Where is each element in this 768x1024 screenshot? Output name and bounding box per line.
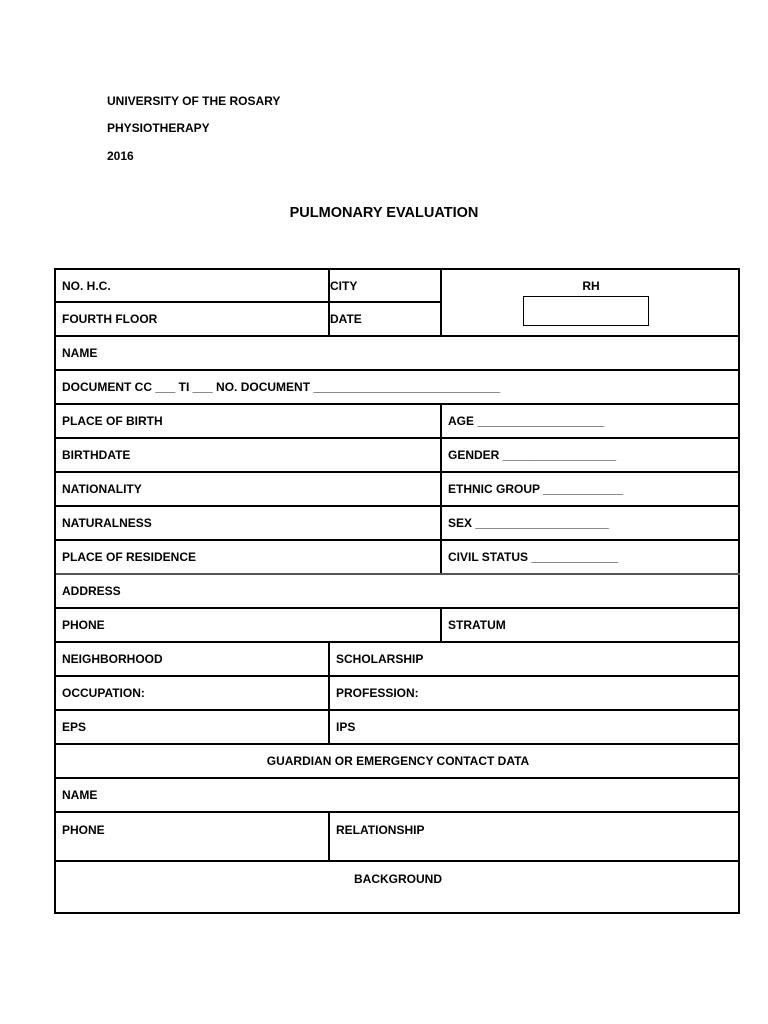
place-of-residence-label: PLACE OF RESIDENCE <box>62 550 197 564</box>
naturalness-label: NATURALNESS <box>62 516 152 530</box>
guardian-name-label: NAME <box>62 788 98 802</box>
page-title: PULMONARY EVALUATION <box>289 205 479 221</box>
civil-status-label: CIVIL STATUS _____________ <box>448 550 619 564</box>
guardian-phone-label: PHONE <box>62 823 105 837</box>
rh-label: RH <box>582 278 600 293</box>
profession-label: PROFESSION: <box>336 686 419 700</box>
phone-label: PHONE <box>62 618 105 632</box>
place-of-birth-label: PLACE OF BIRTH <box>62 414 163 428</box>
occupation-label: OCCUPATION: <box>62 686 145 700</box>
stratum-label: STRATUM <box>448 618 506 632</box>
year: 2016 <box>107 149 134 163</box>
sex-label: SEX ____________________ <box>448 516 609 530</box>
program-name: PHYSIOTHERAPY <box>107 121 210 135</box>
fourth-floor-label: FOURTH FLOOR <box>62 312 158 326</box>
nationality-label: NATIONALITY <box>62 482 142 496</box>
gender-label: GENDER _________________ <box>448 448 617 462</box>
city-label: CITY <box>330 278 358 293</box>
date-label: DATE <box>330 312 362 326</box>
address-label: ADDRESS <box>62 584 121 598</box>
scholarship-label: SCHOLARSHIP <box>336 652 424 666</box>
eps-label: EPS <box>62 720 87 734</box>
name-label: NAME <box>62 346 98 360</box>
relationship-label: RELATIONSHIP <box>336 823 425 837</box>
age-label: AGE ___________________ <box>448 414 605 428</box>
neighborhood-label: NEIGHBORHOOD <box>62 652 163 666</box>
no-hc-label: NO. H.C. <box>62 278 111 293</box>
ethnic-group-label: ETHNIC GROUP ____________ <box>448 482 624 496</box>
ips-label: IPS <box>336 720 356 734</box>
university-name: UNIVERSITY OF THE ROSARY <box>107 94 281 108</box>
birthdate-label: BIRTHDATE <box>62 448 131 462</box>
document-label: DOCUMENT CC ___ TI ___ NO. DOCUMENT ____________________________ <box>62 380 501 394</box>
guardian-heading: GUARDIAN OR EMERGENCY CONTACT DATA <box>266 754 530 768</box>
evaluation-form <box>54 268 740 914</box>
background-label: BACKGROUND <box>354 872 442 886</box>
